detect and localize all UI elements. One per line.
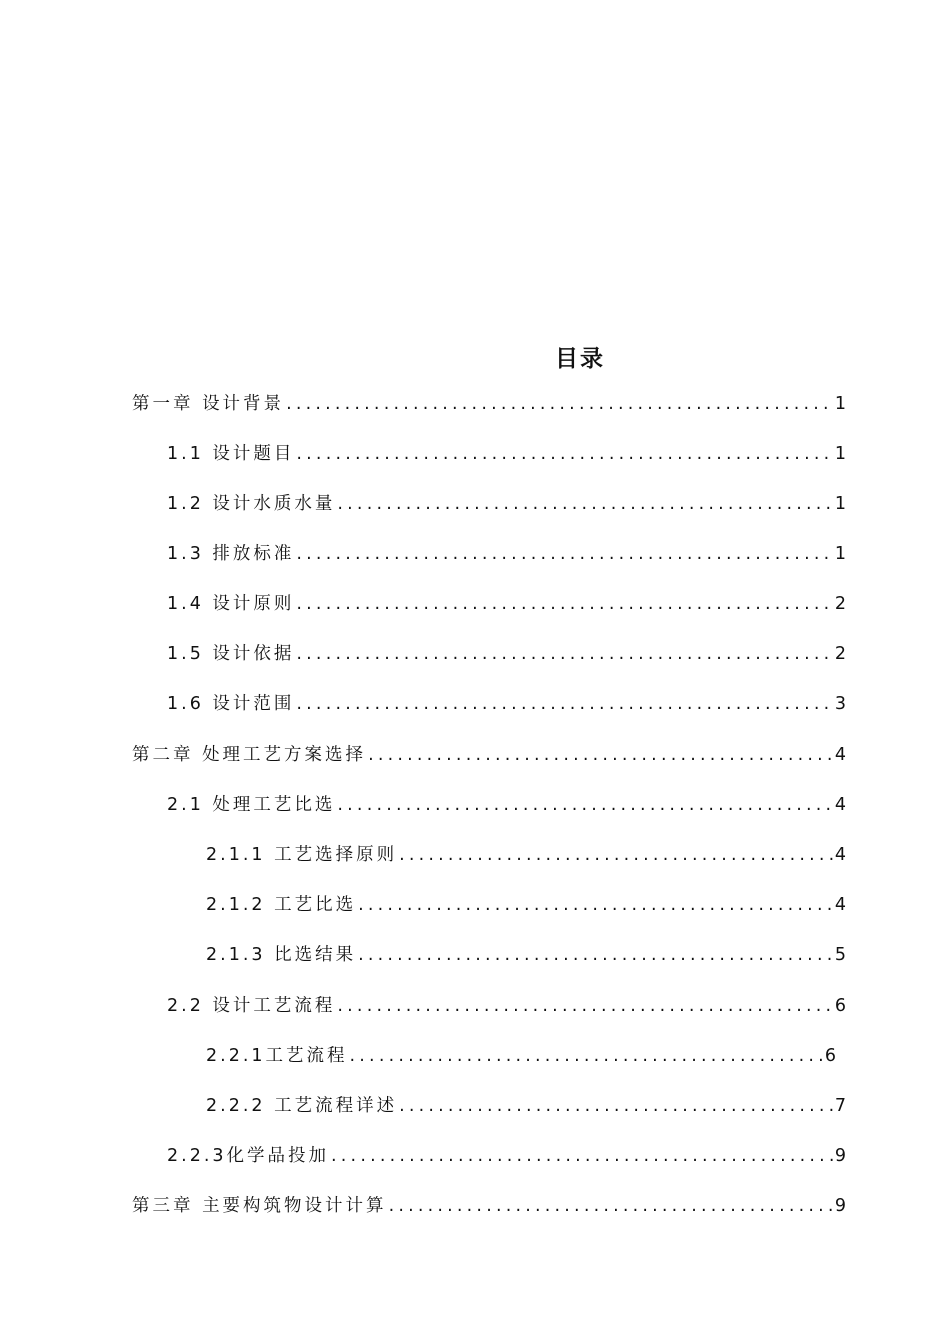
toc-leader-dots xyxy=(358,890,833,920)
toc-entry xyxy=(206,840,846,870)
toc-entry xyxy=(167,790,846,820)
toc-entry xyxy=(167,589,846,619)
toc-entry-label: 1.2 设计水质水量 xyxy=(167,494,336,514)
toc-entry xyxy=(132,740,846,770)
toc-entry xyxy=(167,489,846,519)
toc-leader-dots xyxy=(337,489,832,519)
toc-entry-label: 1.5 设计依据 xyxy=(167,644,295,664)
toc-leader-dots xyxy=(296,689,832,719)
toc-leader-dots xyxy=(296,639,832,669)
toc-entry-label: 1.3 排放标准 xyxy=(167,544,295,564)
toc-entry-label: 2.1.2 工艺比选 xyxy=(206,895,357,915)
toc-leader-dots xyxy=(337,790,832,820)
toc-entry xyxy=(206,890,846,920)
toc-entry xyxy=(132,1191,846,1221)
toc-entry-label: 第二章 处理工艺方案选择 xyxy=(132,745,367,765)
toc-entry-page: 4 xyxy=(834,895,846,915)
toc-leader-dots xyxy=(296,439,832,469)
toc-entry-page: 3 xyxy=(834,694,846,714)
toc-entry-label: 2.1.1 工艺选择原则 xyxy=(206,845,398,865)
toc-entry xyxy=(167,539,846,569)
toc-entry-label: 第三章 主要构筑物设计计算 xyxy=(132,1196,387,1216)
toc-entry-page: 6 xyxy=(834,996,846,1016)
toc-entry-page: 7 xyxy=(834,1096,846,1116)
toc-entry-page: 2 xyxy=(834,644,846,664)
toc-entry-page: 6 xyxy=(824,1046,836,1066)
toc-entry xyxy=(132,389,846,419)
toc-entry-label: 2.2.2 工艺流程详述 xyxy=(206,1096,398,1116)
toc-leader-dots xyxy=(399,1091,833,1121)
toc-entry xyxy=(206,1091,846,1121)
toc-entry-page: 4 xyxy=(834,795,846,815)
toc-entry xyxy=(206,940,846,970)
toc-entry-label: 1.1 设计题目 xyxy=(167,444,295,464)
toc-leader-dots xyxy=(337,991,832,1021)
toc-entry-page: 1 xyxy=(834,444,846,464)
toc-entry-label: 2.2 设计工艺流程 xyxy=(167,996,336,1016)
toc-entry xyxy=(167,1141,846,1171)
toc-entry-page: 4 xyxy=(834,845,846,865)
toc-entry-label: 2.1.3 比选结果 xyxy=(206,945,357,965)
toc-entry-label: 第一章 设计背景 xyxy=(132,394,285,414)
toc-entry xyxy=(167,639,846,669)
toc-leader-dots xyxy=(399,840,833,870)
toc-entry xyxy=(167,689,846,719)
toc-leader-dots xyxy=(286,389,833,419)
toc-leader-dots xyxy=(350,1041,823,1071)
toc-leader-dots xyxy=(296,539,832,569)
toc-entry-label: 1.4 设计原则 xyxy=(167,594,295,614)
toc-entry xyxy=(167,439,846,469)
toc-entry-page: 2 xyxy=(834,594,846,614)
toc-entry-page: 4 xyxy=(834,745,846,765)
toc-leader-dots xyxy=(331,1141,833,1171)
toc-title: 目录 xyxy=(555,346,605,372)
toc-leader-dots xyxy=(296,589,832,619)
toc-entry-page: 5 xyxy=(834,945,846,965)
toc-entry xyxy=(167,991,846,1021)
toc-entry-page: 1 xyxy=(834,394,846,414)
toc-entry-label: 1.6 设计范围 xyxy=(167,694,295,714)
toc-leader-dots xyxy=(368,740,833,770)
toc-entry-page: 9 xyxy=(834,1146,846,1166)
toc-entry xyxy=(206,1041,836,1071)
toc-entry-page: 1 xyxy=(834,544,846,564)
toc-entry-label: 2.2.1工艺流程 xyxy=(206,1046,348,1066)
toc-entry-page: 1 xyxy=(834,494,846,514)
toc-entry-label: 2.2.3化学品投加 xyxy=(167,1146,330,1166)
toc-leader-dots xyxy=(389,1191,833,1221)
toc-entry-page: 9 xyxy=(834,1196,846,1216)
toc-leader-dots xyxy=(358,940,833,970)
toc-entry-label: 2.1 处理工艺比选 xyxy=(167,795,336,815)
